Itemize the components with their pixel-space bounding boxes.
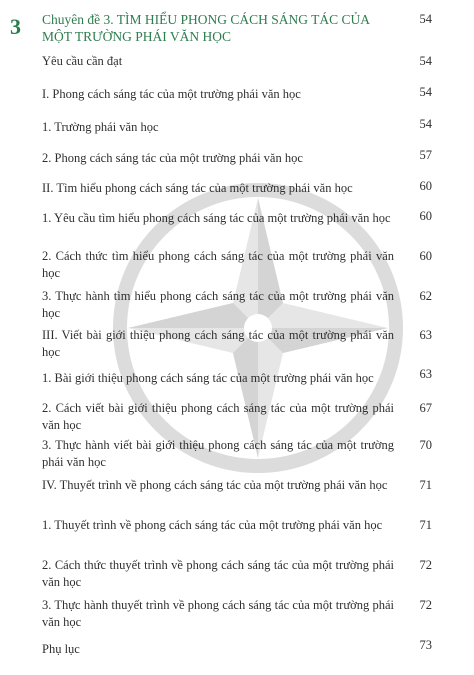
toc-entry[interactable]: 1. Bài giới thiệu phong cách sáng tác của một trường phái văn học xyxy=(42,371,374,385)
toc-entry[interactable]: IV. Thuyết trình về phong cách sáng tác của một trường phái văn học xyxy=(42,478,388,492)
chapter-number: 3 xyxy=(10,14,21,39)
toc-entry[interactable]: 2. Phong cách sáng tác của một trường phái văn học xyxy=(42,151,303,165)
toc-page-number: 71 xyxy=(419,478,432,492)
toc-page-number: 60 xyxy=(419,249,432,263)
toc-entry[interactable]: 3. Thực hành tìm hiểu phong cách sáng tác của một trường phái văn học xyxy=(42,289,394,320)
toc-page-number: 57 xyxy=(419,148,432,162)
toc-page-number: 60 xyxy=(419,209,432,223)
toc-page-number: 67 xyxy=(419,401,432,415)
toc-page-number: 72 xyxy=(419,598,432,612)
toc-entry[interactable]: I. Phong cách sáng tác của một trường phái văn học xyxy=(42,87,301,101)
toc-entry[interactable]: Phụ lục xyxy=(42,642,80,656)
toc-entry[interactable]: II. Tìm hiểu phong cách sáng tác của một trường phái văn học xyxy=(42,181,353,195)
chapter-title: Chuyên đề 3. TÌM HIỂU PHONG CÁCH SÁNG TÁC CỦA MỘT TRƯỜNG PHÁI VĂN HỌC xyxy=(42,12,370,44)
toc-page-number: 70 xyxy=(419,438,432,452)
toc-page-number: 60 xyxy=(419,179,432,193)
toc-page-number: 63 xyxy=(419,328,432,342)
chapter-page-number: 54 xyxy=(419,12,432,26)
toc-page-number: 62 xyxy=(419,289,432,303)
toc-entry[interactable]: 3. Thực hành thuyết trình về phong cách sáng tác của một trường phái văn học xyxy=(42,598,394,629)
toc-entry[interactable]: Yêu cầu cần đạt xyxy=(42,54,123,68)
toc-page-number: 71 xyxy=(419,518,432,532)
toc-page-number: 54 xyxy=(419,85,432,99)
toc-entry[interactable]: 2. Cách thức thuyết trình về phong cách sáng tác của một trường phái văn học xyxy=(42,558,394,589)
toc-page-number: 63 xyxy=(419,367,432,381)
toc-entry[interactable]: 2. Cách thức tìm hiểu phong cách sáng tác của một trường phái văn học xyxy=(42,249,394,280)
toc-entry[interactable]: 3. Thực hành viết bài giới thiệu phong cách sáng tác của một trường phái văn học xyxy=(42,438,394,469)
toc-page-number: 72 xyxy=(419,558,432,572)
toc-page-number: 73 xyxy=(419,638,432,652)
toc-entry[interactable]: 1. Yêu cầu tìm hiểu phong cách sáng tác của một trường phái văn học xyxy=(42,211,391,225)
toc-entry[interactable]: 1. Trường phái văn học xyxy=(42,120,159,134)
toc-entry[interactable]: 2. Cách viết bài giới thiệu phong cách sáng tác của một trường phái văn học xyxy=(42,401,394,432)
toc-page-number: 54 xyxy=(419,54,432,68)
toc-entry[interactable]: 1. Thuyết trình về phong cách sáng tác của một trường phái văn học xyxy=(42,518,383,532)
toc-page-number: 54 xyxy=(419,117,432,131)
toc-entry[interactable]: III. Viết bài giới thiệu phong cách sáng tác của một trường phái văn học xyxy=(42,328,394,359)
